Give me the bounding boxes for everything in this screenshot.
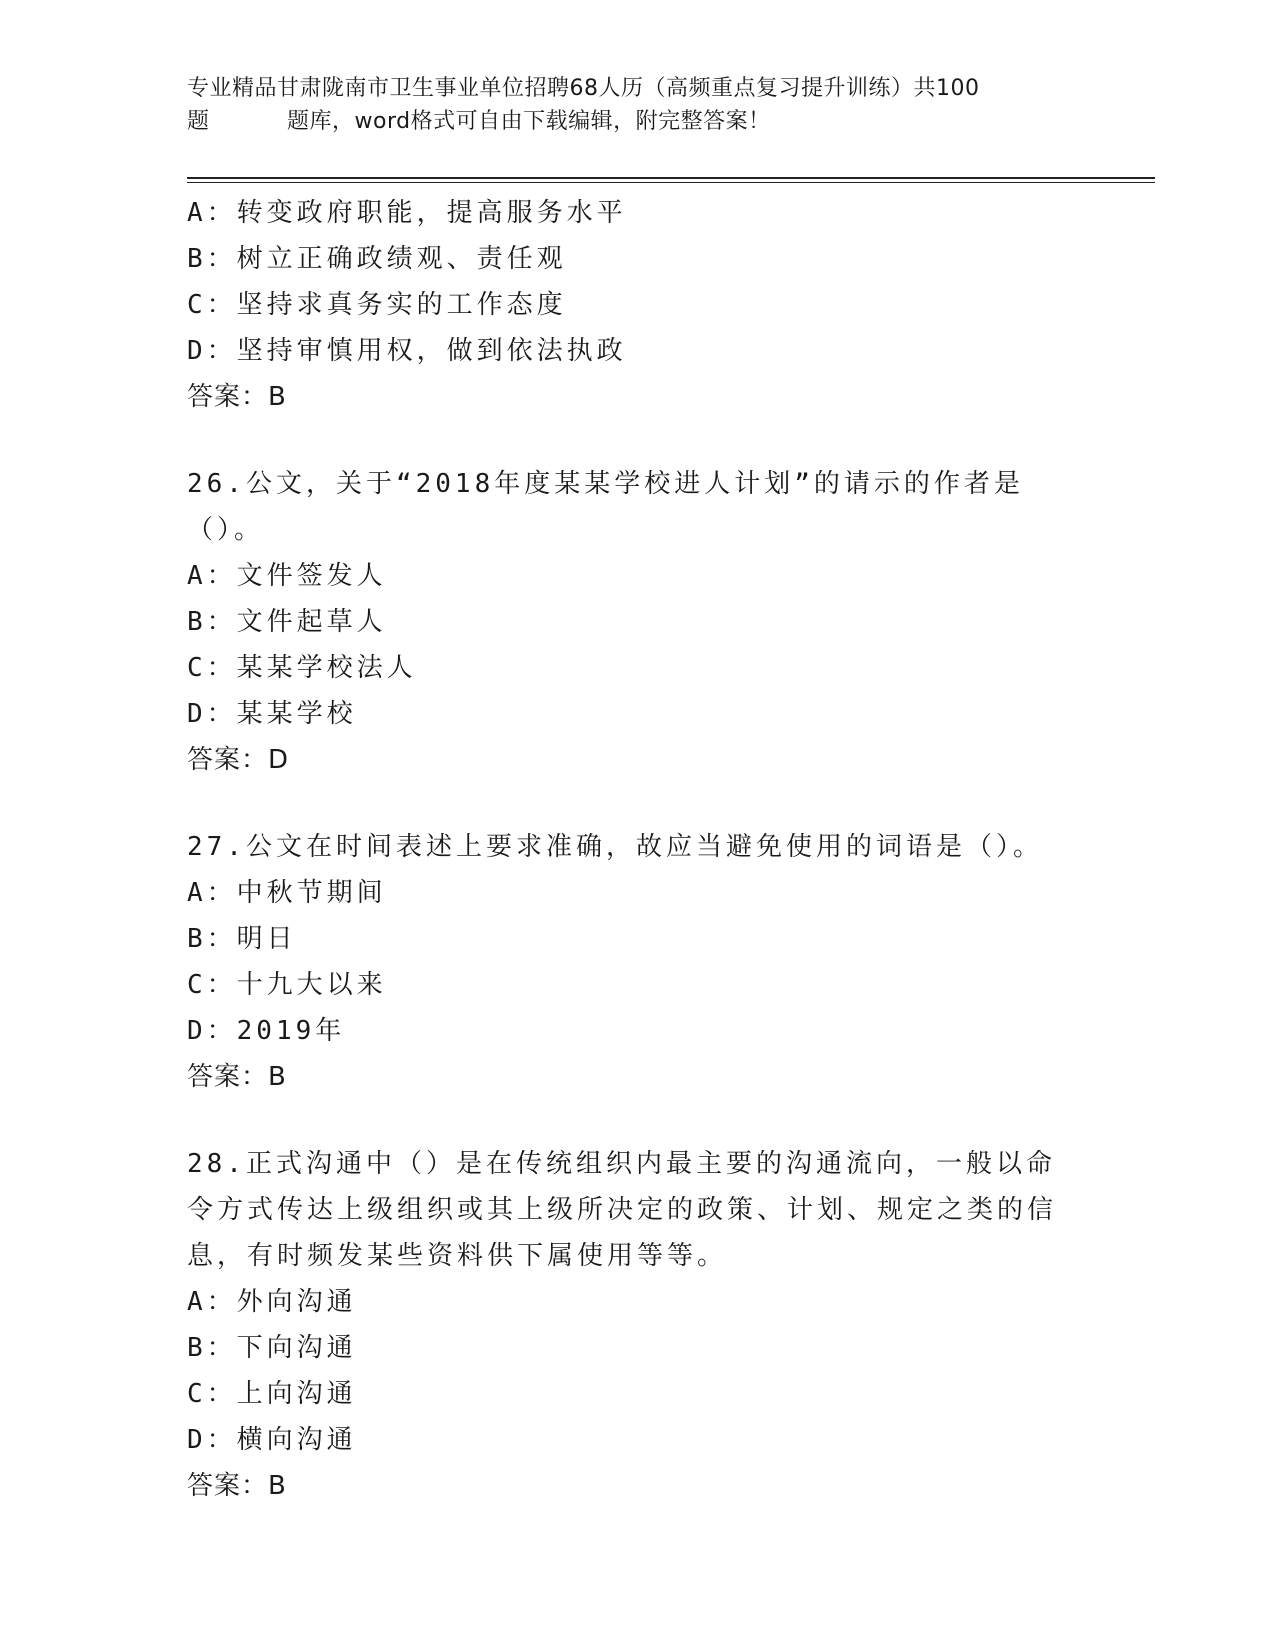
option-c: C：某某学校法人 bbox=[187, 653, 417, 683]
option-d: D：某某学校 bbox=[187, 699, 357, 729]
option-a: A：外向沟通 bbox=[187, 1287, 357, 1317]
header-line-2-end: 题库，word格式可自由下载编辑，附完整答案！ bbox=[287, 109, 771, 134]
answer: 答案：B bbox=[187, 382, 287, 412]
document-body bbox=[187, 190, 1087, 1509]
header-rule-thin bbox=[187, 182, 1155, 183]
question-block-27 bbox=[187, 824, 1087, 1100]
option-d: D：坚持审慎用权，做到依法执政 bbox=[187, 336, 627, 366]
option-a: A：转变政府职能，提高服务水平 bbox=[187, 198, 627, 228]
header-line-2-start: 题 bbox=[187, 109, 210, 134]
option-d: D：横向沟通 bbox=[187, 1425, 357, 1455]
header-rule-thick bbox=[187, 177, 1155, 179]
answer: 答案：B bbox=[187, 1471, 287, 1501]
option-a: A：中秋节期间 bbox=[187, 878, 387, 908]
header-line-2 bbox=[187, 105, 1067, 138]
option-b: B：文件起草人 bbox=[187, 607, 387, 637]
option-b: B：下向沟通 bbox=[187, 1333, 357, 1363]
header-line-1: 专业精品甘肃陇南市卫生事业单位招聘68人历（高频重点复习提升训练）共100 bbox=[187, 76, 980, 101]
option-b: B：树立正确政绩观、责任观 bbox=[187, 244, 567, 274]
question-block-prev bbox=[187, 190, 1087, 420]
option-a: A：文件签发人 bbox=[187, 561, 387, 591]
question-text: 28.正式沟通中（）是在传统组织内最主要的沟通流向，一般以命令方式传达上级组织或其上级所决定的政策、计划、规定之类的信息，有时频发某些资料供下属使用等等。 bbox=[187, 1149, 1058, 1271]
option-c: C：上向沟通 bbox=[187, 1379, 357, 1409]
question-block-26 bbox=[187, 461, 1087, 783]
answer: 答案：D bbox=[187, 745, 290, 775]
option-c: C：坚持求真务实的工作态度 bbox=[187, 290, 567, 320]
question-text: 26.公文，关于“2018年度某某学校进人计划”的请示的作者是（）。 bbox=[187, 469, 1024, 545]
answer: 答案：B bbox=[187, 1062, 287, 1092]
option-d: D：2019年 bbox=[187, 1016, 346, 1046]
question-text: 27.公文在时间表述上要求准确，故应当避免使用的词语是（）。 bbox=[187, 832, 1043, 862]
question-block-28 bbox=[187, 1141, 1087, 1509]
option-b: B：明日 bbox=[187, 924, 297, 954]
document-header bbox=[187, 72, 1067, 138]
option-c: C：十九大以来 bbox=[187, 970, 387, 1000]
